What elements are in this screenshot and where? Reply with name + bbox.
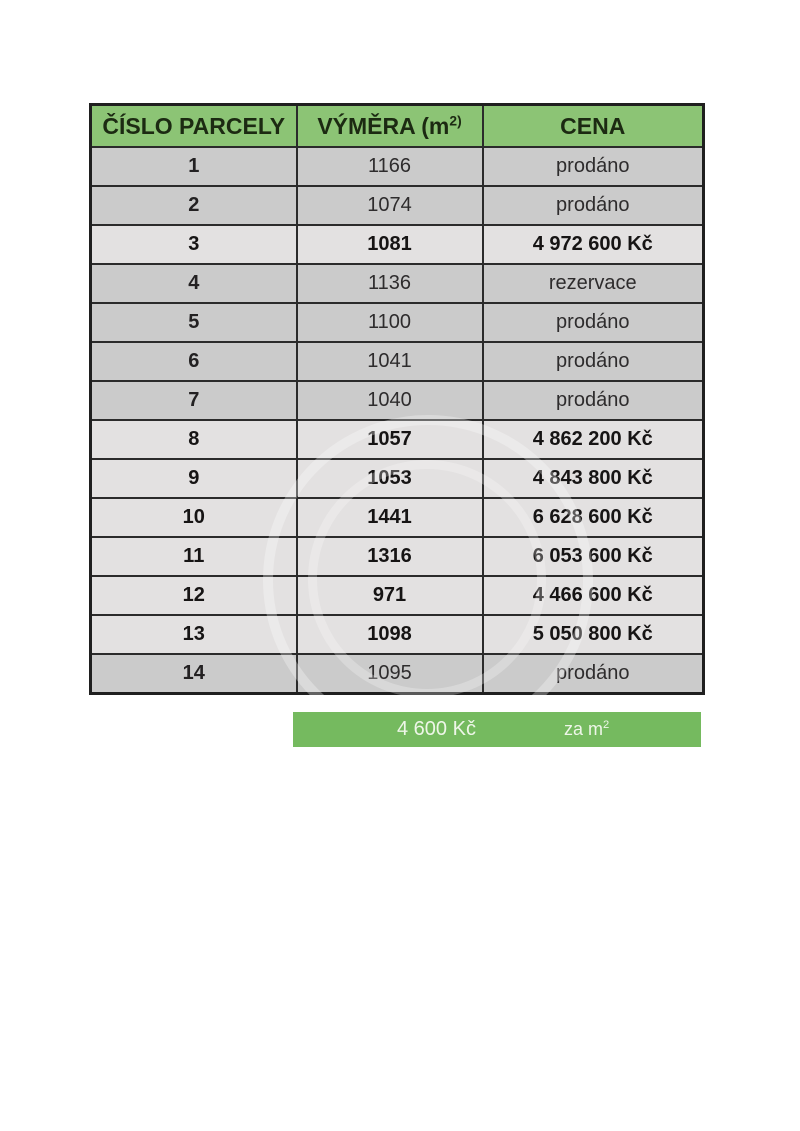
table-row xyxy=(91,264,704,303)
parcel-number-cell: 13 xyxy=(91,615,297,654)
parcel-price-table xyxy=(89,103,705,695)
price-cell: 4 466 600 Kč xyxy=(483,576,704,615)
price-cell: prodáno xyxy=(483,147,704,186)
parcel-number-cell: 5 xyxy=(91,303,297,342)
table-row xyxy=(91,342,704,381)
area-cell: 1057 xyxy=(297,420,483,459)
price-per-m2-value: 4 600 Kč xyxy=(397,718,476,740)
price-cell: rezervace xyxy=(483,264,704,303)
parcel-number-cell: 4 xyxy=(91,264,297,303)
area-cell: 1040 xyxy=(297,381,483,420)
table-row xyxy=(91,303,704,342)
price-cell: 4 843 800 Kč xyxy=(483,459,704,498)
area-cell: 1166 xyxy=(297,147,483,186)
area-cell: 1053 xyxy=(297,459,483,498)
price-cell: 6 628 600 Kč xyxy=(483,498,704,537)
price-unit: za $m^2$ xyxy=(563,719,610,739)
parcel-number-cell: 2 xyxy=(91,186,297,225)
table-row xyxy=(91,147,704,186)
table-row xyxy=(91,459,704,498)
area-cell: 971 xyxy=(297,576,483,615)
price-per-m2-banner xyxy=(293,712,701,747)
area-cell: 1098 xyxy=(297,615,483,654)
price-cell: prodáno xyxy=(483,381,704,420)
table-row xyxy=(91,537,704,576)
area-cell: 1041 xyxy=(297,342,483,381)
price-cell: prodáno xyxy=(483,342,704,381)
price-cell: prodáno xyxy=(483,303,704,342)
column-header-price: CENA xyxy=(483,105,704,148)
parcel-number-cell: 7 xyxy=(91,381,297,420)
table-row xyxy=(91,654,704,694)
price-cell: 4 972 600 Kč xyxy=(483,225,704,264)
table-row xyxy=(91,381,704,420)
price-cell: prodáno xyxy=(483,186,704,225)
parcel-number-cell: 10 xyxy=(91,498,297,537)
parcel-number-cell: 6 xyxy=(91,342,297,381)
price-cell: 4 862 200 Kč xyxy=(483,420,704,459)
column-header-parcel-number: ČÍSLO PARCELY xyxy=(91,105,297,148)
area-cell: 1074 xyxy=(297,186,483,225)
parcel-number-cell: 11 xyxy=(91,537,297,576)
column-header-area: VÝMĚRA ($m^{2)}$ xyxy=(297,105,483,148)
area-cell: 1316 xyxy=(297,537,483,576)
area-cell: 1441 xyxy=(297,498,483,537)
area-cell: 1100 xyxy=(297,303,483,342)
table-row xyxy=(91,498,704,537)
table-row xyxy=(91,576,704,615)
header-row xyxy=(91,105,704,148)
price-cell: 6 053 600 Kč xyxy=(483,537,704,576)
table-row xyxy=(91,225,704,264)
area-cell: 1136 xyxy=(297,264,483,303)
parcel-number-cell: 9 xyxy=(91,459,297,498)
table-row xyxy=(91,186,704,225)
area-cell: 1095 xyxy=(297,654,483,694)
area-cell: 1081 xyxy=(297,225,483,264)
table-row xyxy=(91,420,704,459)
parcel-number-cell: 3 xyxy=(91,225,297,264)
table-row xyxy=(91,615,704,654)
parcel-number-cell: 12 xyxy=(91,576,297,615)
parcel-number-cell: 1 xyxy=(91,147,297,186)
price-cell: prodáno xyxy=(483,654,704,694)
parcel-number-cell: 14 xyxy=(91,654,297,694)
parcel-number-cell: 8 xyxy=(91,420,297,459)
price-cell: 5 050 800 Kč xyxy=(483,615,704,654)
